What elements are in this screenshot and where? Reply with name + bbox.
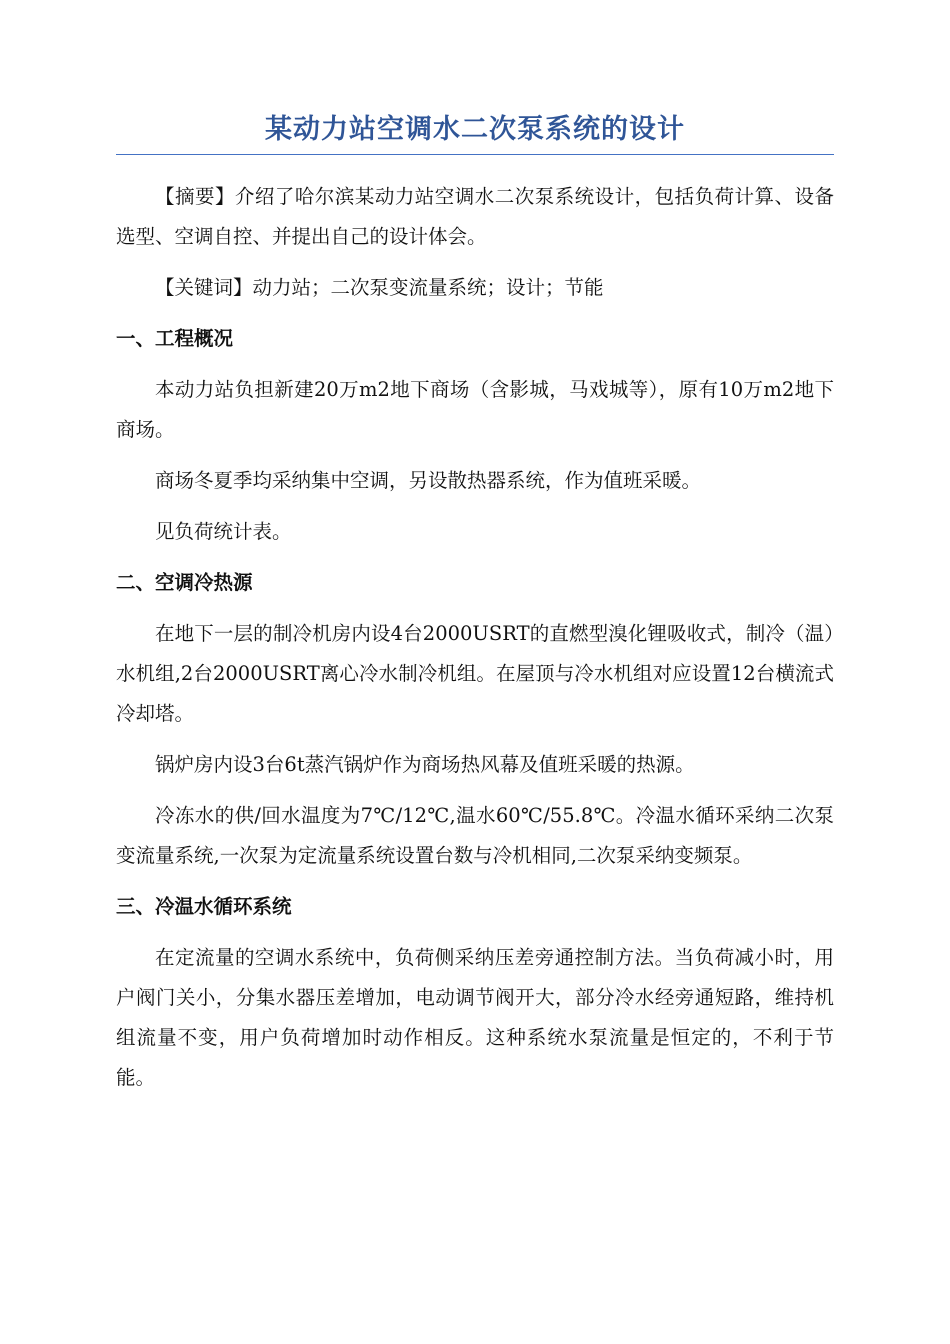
- section-heading-overview: 一、工程概况: [116, 327, 234, 350]
- body-paragraph: 锅炉房内设3台6t蒸汽锅炉作为商场热风幕及值班采暖的热源。: [155, 753, 695, 776]
- abstract-paragraph: 【摘要】介绍了哈尔滨某动力站空调水二次泵系统设计，包括负荷计算、设备选型、空调自控、并提出自己的设计体会。: [116, 185, 834, 248]
- body-paragraph: 见负荷统计表。: [155, 520, 292, 543]
- body-paragraph: 商场冬夏季均采纳集中空调，另设散热器系统，作为值班采暖。: [155, 469, 702, 492]
- section-heading-water-system: 三、冷温水循环系统: [116, 895, 292, 918]
- body-paragraph: 在定流量的空调水系统中，负荷侧采纳压差旁通控制方法。当负荷减小时，用户阀门关小，分集水器压差增加，电动调节阀开大，部分冷水经旁通短路，维持机组流量不变，用户负荷增加时动作相反。这种系统水泵流量是恒定的，不利于节能。: [116, 946, 834, 1089]
- document-page: [116, 110, 834, 1098]
- body-paragraph: 冷冻水的供/回水温度为7℃/12℃,温水60℃/55.8℃。冷温水循环采纳二次泵变流量系统,一次泵为定流量系统设置台数与冷机相同,二次泵采纳变频泵。: [116, 804, 834, 867]
- keywords-paragraph: 【关键词】动力站；二次泵变流量系统；设计；节能: [155, 276, 604, 299]
- document-title: 某动力站空调水二次泵系统的设计: [116, 110, 834, 155]
- section-heading-heat-source: 二、空调冷热源: [116, 571, 253, 594]
- body-paragraph: 在地下一层的制冷机房内设4台2000USRT的直燃型溴化锂吸收式，制冷（温）水机组,2台2000USRT离心冷水制冷机组。在屋顶与冷水机组对应设置12台横流式冷却塔。: [116, 622, 834, 725]
- body-paragraph: 本动力站负担新建20万m2地下商场（含影城，马戏城等），原有10万m2地下商场。: [116, 378, 834, 441]
